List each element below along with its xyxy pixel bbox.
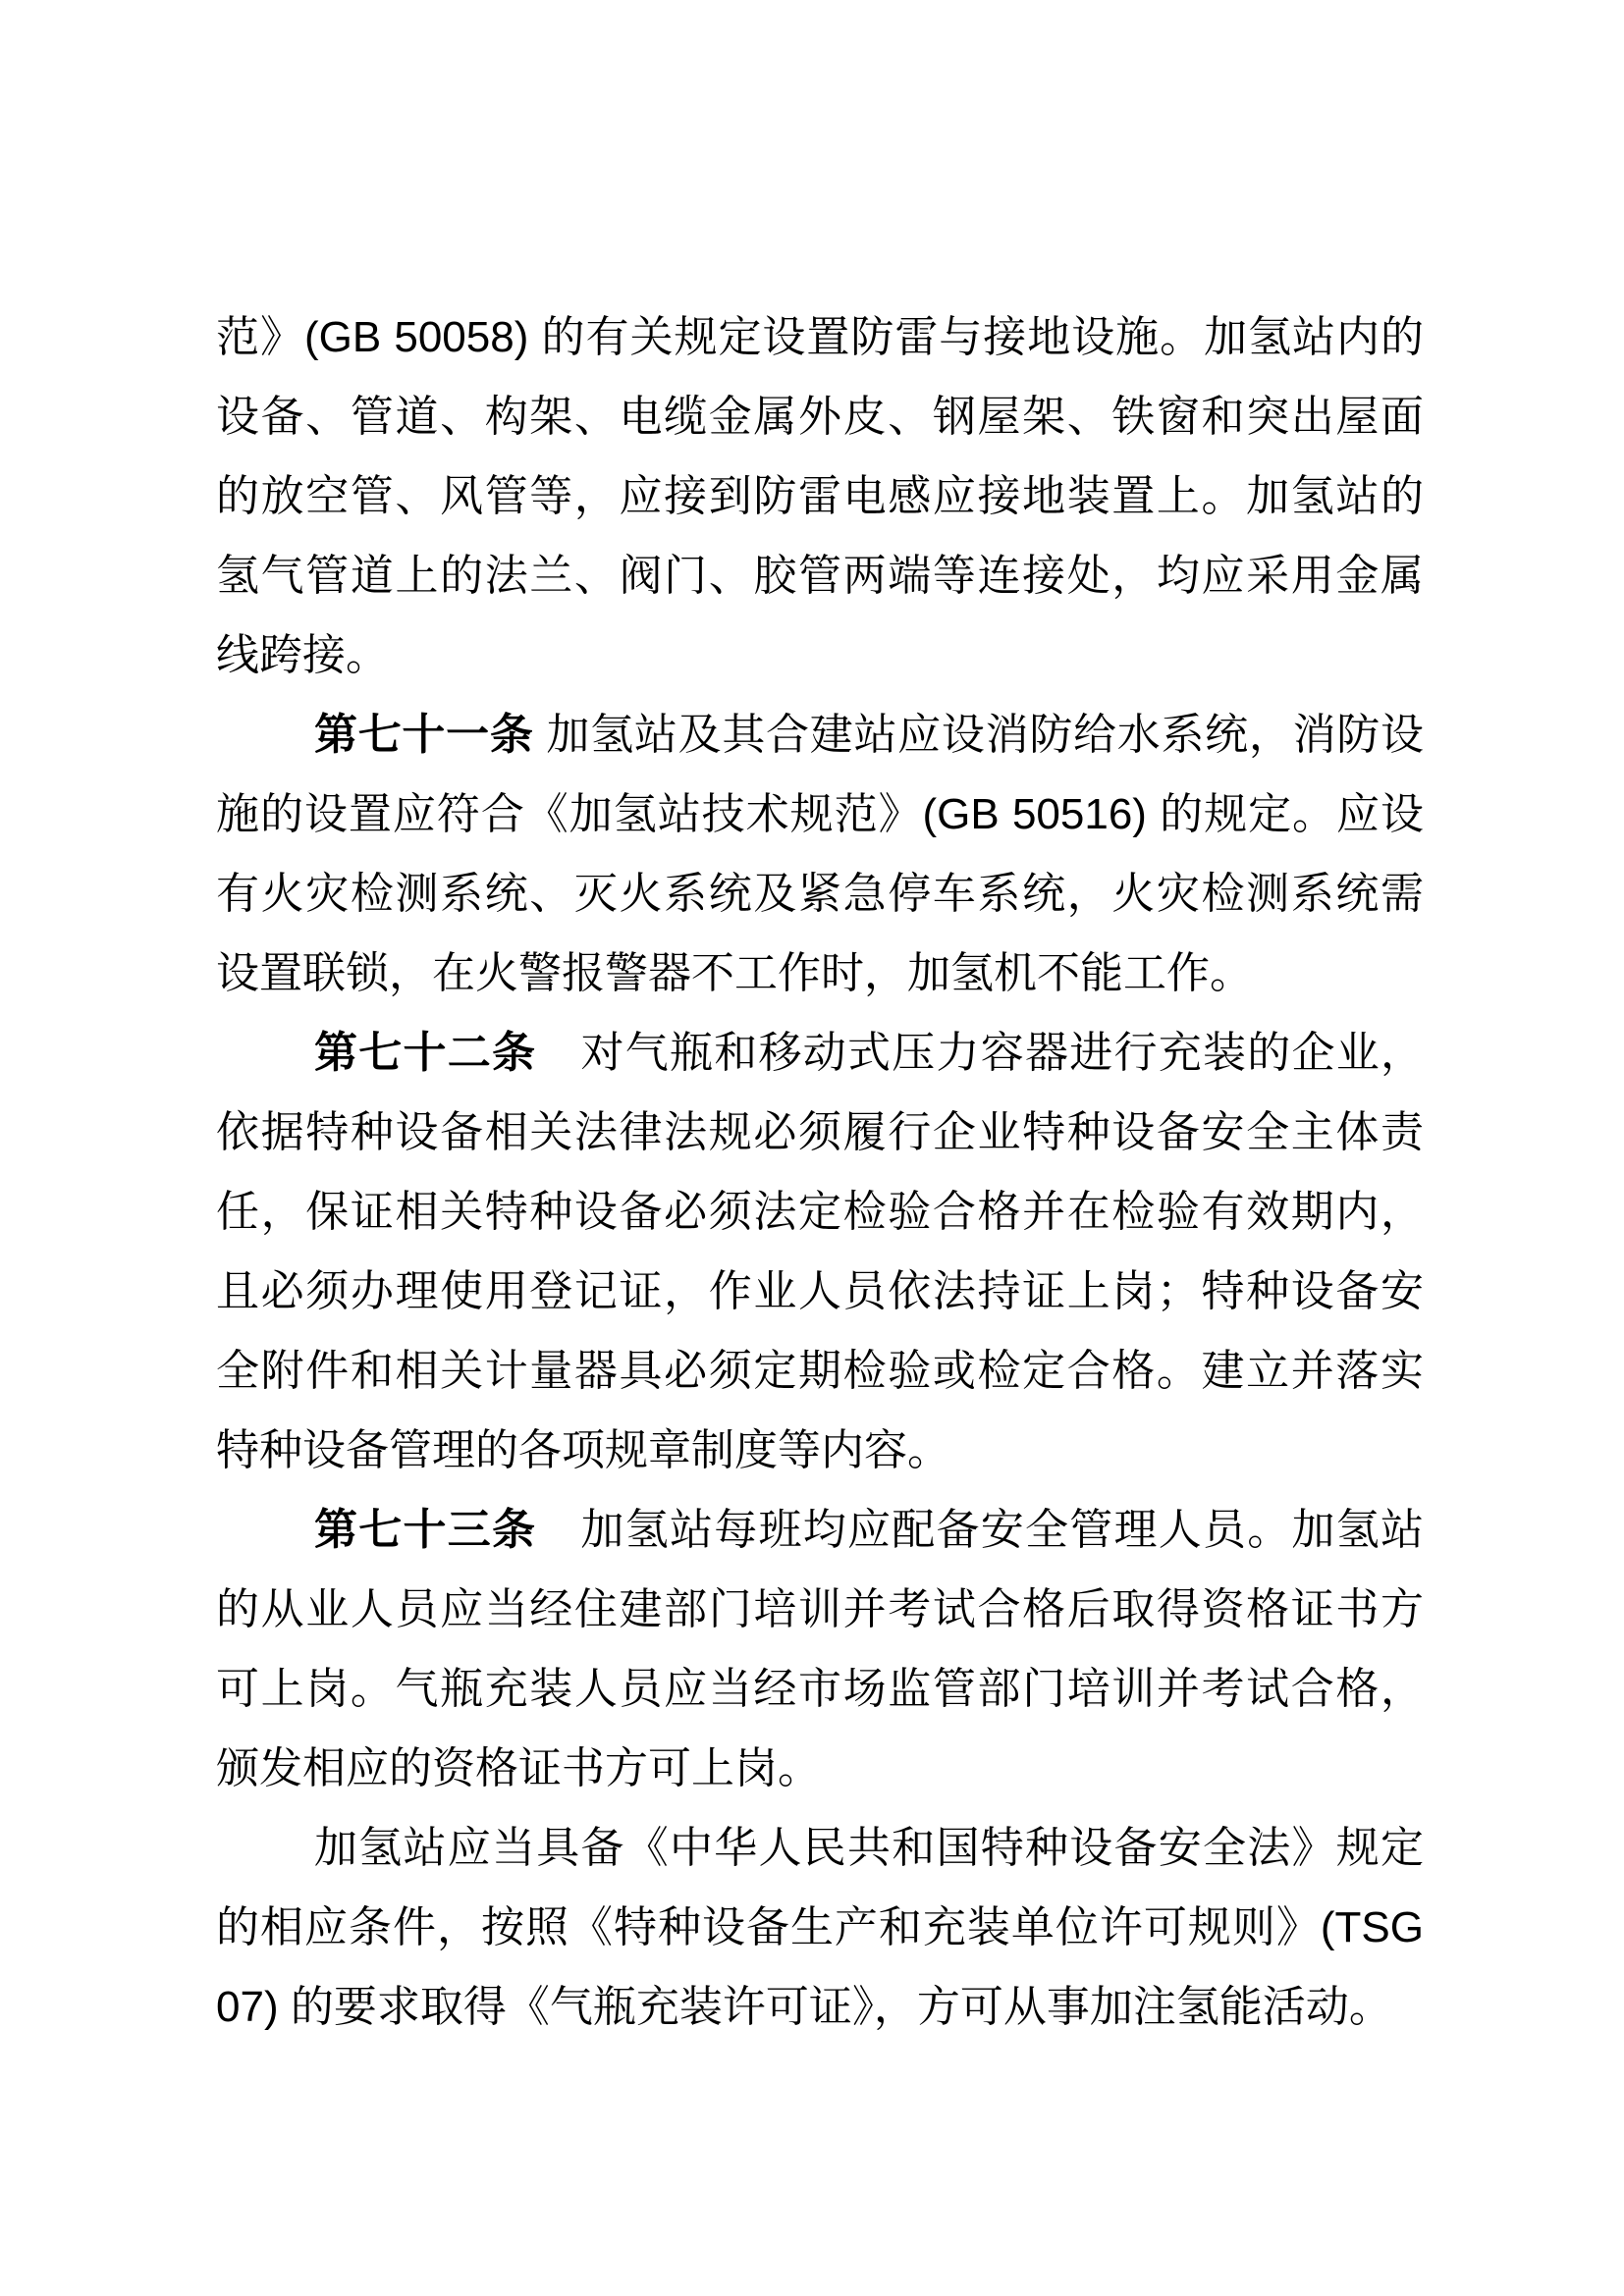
- paragraph-text: 加氢站应当具备《中华人民共和国特种设备安全法》规定的相应条件，按照《特种设备生产和充装单位许可规则》(TSG 07) 的要求取得《气瓶充装许可证》，方可从事加注氢能活动。: [216, 1824, 1424, 2031]
- paragraph-article-73: [216, 1490, 1424, 1808]
- paragraph-text: 对气瓶和移动式压力容器进行充装的企业，依据特种设备相关法律法规必须履行企业特种设备安全主体责任，保证相关特种设备必须法定检验合格并在检验有效期内，且必须办理使用登记证，作业人员依法持证上岗；特种设备安全附件和相关计量器具必须定期检验或检定合格。建立并落实特种设备管理的各项规章制度等内容。: [216, 1029, 1424, 1474]
- paragraph-text: 加氢站每班均应配备安全管理人员。加氢站的从业人员应当经住建部门培训并考试合格后取得资格证书方可上岗。气瓶充装人员应当经市场监管部门培训并考试合格，颁发相应的资格证书方可上岗。: [216, 1506, 1424, 1792]
- paragraph-continuation: [216, 297, 1424, 695]
- paragraph-closing: [216, 1808, 1424, 2047]
- paragraph-article-71: [216, 695, 1424, 1013]
- document-body: [216, 297, 1424, 2047]
- article-71-number: 第七十一条: [314, 711, 534, 759]
- article-72-number: 第七十二条: [314, 1029, 537, 1077]
- paragraph-text: 加氢站及其合建站应设消防给水系统，消防设施的设置应符合《加氢站技术规范》(GB 50516) 的规定。应设有火灾检测系统、灭火系统及紧急停车系统，火灾检测系统需设置联锁，在火警报警器不工作时，加氢机不能工作。: [216, 711, 1424, 997]
- article-73-number: 第七十三条: [314, 1506, 537, 1554]
- paragraph-text: 范》(GB 50058) 的有关规定设置防雷与接地设施。加氢站内的设备、管道、构架、电缆金属外皮、钢屋架、铁窗和突出屋面的放空管、风管等，应接到防雷电感应接地装置上。加氢站的氢气管道上的法兰、阀门、胶管两端等连接处，均应采用金属线跨接。: [216, 313, 1424, 679]
- paragraph-article-72: [216, 1013, 1424, 1490]
